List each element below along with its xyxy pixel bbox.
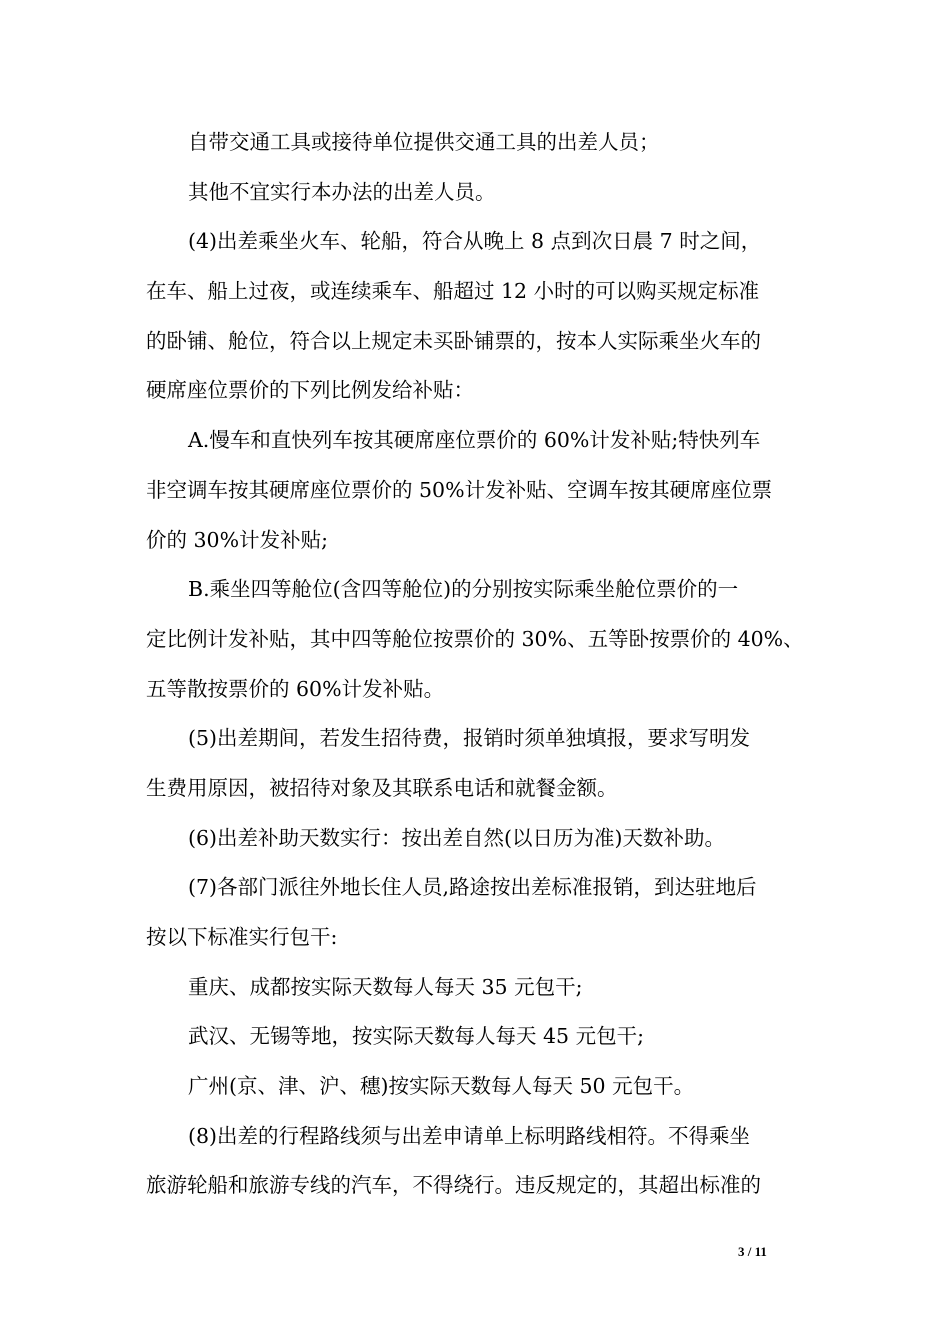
text-line: 其他不宜实行本办法的出差人员。 [188,179,496,204]
text-line: 五等散按票价的 60%计发补贴。 [146,676,445,701]
text-line: 非空调车按其硬席座位票价的 50%计发补贴、空调车按其硬席座位票 [146,477,773,502]
text-line: 旅游轮船和旅游专线的汽车，不得绕行。违反规定的，其超出标准的 [146,1173,761,1198]
text-line: 的卧铺、舱位，符合以上规定未买卧铺票的，按本人实际乘坐火车的 [146,328,761,353]
text-line: 广州(京、津、沪、穗)按实际天数每人每天 50 元包干。 [188,1074,695,1099]
text-line: 在车、船上过夜，或连续乘车、船超过 12 小时的可以购买规定标准 [146,279,760,304]
text-line: 硬席座位票价的下列比例发给补贴： [146,378,474,403]
text-line: (4)出差乘坐火车、轮船，符合从晚上 8 点到次日晨 7 时之间， [188,229,762,254]
text-line: A.慢车和直快列车按其硬席座位票价的 60%计发补贴;特快列车 [188,428,761,453]
text-line: B.乘坐四等舱位(含四等舱位)的分别按实际乘坐舱位票价的一 [188,577,739,602]
text-line: (5)出差期间，若发生招待费，报销时须单独填报，要求写明发 [188,726,751,751]
text-line: 按以下标准实行包干: [146,925,338,949]
text-line: 定比例计发补贴，其中四等舱位按票价的 30%、五等卧按票价的 40%、 [146,626,804,651]
text-line: (7)各部门派往外地长住人员,路途按出差标准报销，到达驻地后 [188,875,757,900]
text-line: 生费用原因，被招待对象及其联系电话和就餐金额。 [146,775,618,800]
text-line: (6)出差补助天数实行：按出差自然(以日历为准)天数补助。 [188,825,726,850]
document-body [146,118,812,1211]
text-line: 武汉、无锡等地，按实际天数每人每天 45 元包干; [188,1024,645,1049]
text-line: 自带交通工具或接待单位提供交通工具的出差人员； [188,130,660,154]
page-number: 3 / 11 [738,1244,767,1259]
text-line: 重庆、成都按实际天数每人每天 35 元包干; [188,974,583,999]
text-line: (8)出差的行程路线须与出差申请单上标明路线相符。不得乘坐 [188,1123,751,1148]
text-line: 价的 30%计发补贴; [146,527,328,552]
